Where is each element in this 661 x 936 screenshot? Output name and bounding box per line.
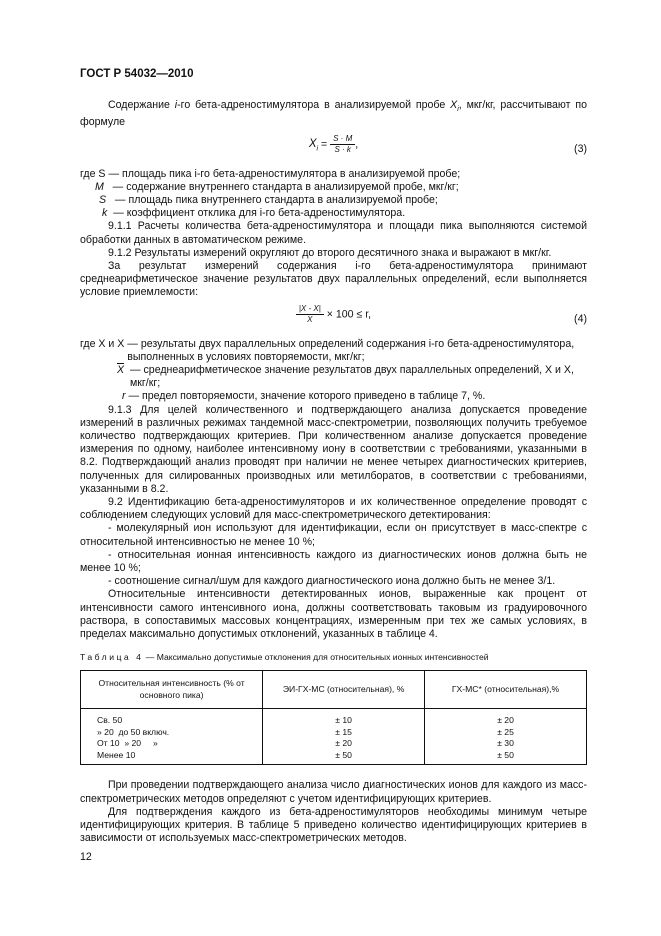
paragraph-after-table-2: Для подтверждения каждого из бета-адреностимуляторов необходимы минимум четыре идентифицирующих критерия. В таблице 5 приведено количество идентифицирующих критериев в зависимости от используемых масс-спектрометрических методов. bbox=[80, 805, 587, 845]
table-row bbox=[81, 750, 587, 765]
table-cell: Менее 10 bbox=[81, 750, 263, 765]
formula-number: (3) bbox=[574, 142, 587, 155]
formula-tail: × 100 ≤ r, bbox=[326, 307, 372, 320]
column-header: Относительная интенсивность (% от основного пика) bbox=[81, 671, 263, 709]
paragraph-9-2-intensities: Относительные интенсивности детектированных ионов, выраженные как процент от интенсивности самого интенсивного иона, должны соответствовать таковым из градуировочного раствора, в сопоставимых массовых концентрациях, измеренным при тех же самых условиях, в пределах максимально допустимых отклонений, указанных в таблице 4. bbox=[80, 588, 587, 641]
def-text: — содержание внутреннего стандарта в анализируемой пробе, мкг/кг; bbox=[112, 180, 459, 193]
list-item: - молекулярный ион используют для идентификации, если он присутствует в масс-спектре с относительной интенсивностью не менее 10 %; bbox=[80, 522, 587, 548]
formula-number: (4) bbox=[574, 312, 587, 325]
table-cell: Св. 50 bbox=[81, 709, 263, 727]
table-cell: От 10 » 20 » bbox=[81, 738, 263, 750]
def-text: — площадь пика i-го бета-адреностимулятора в анализируемой пробе; bbox=[108, 167, 461, 180]
list-item: - соотношение сигнал/шум для каждого диагностического иона должно быть не менее 3/1. bbox=[108, 575, 556, 588]
table-caption bbox=[80, 651, 587, 664]
def-text: — коэффициент отклика для i-го бета-адреностимулятора. bbox=[113, 207, 406, 220]
column-header: ГХ-МС* (относительная),% bbox=[425, 671, 587, 709]
formula-3: $X_i$ = $\frac{S \cdot M}{S \cdot k}$ , (3) bbox=[308, 133, 587, 155]
list-item: - относительная ионная интенсивность каждого из диагностических ионов должна быть не менее 10 %; bbox=[80, 548, 587, 574]
table-row bbox=[81, 738, 587, 750]
def-symbol: $\overline{X}$ bbox=[117, 363, 125, 376]
paragraph-9-2: 9.2 Идентификацию бета-адреностимуляторов и их количественное определение проводят с соблюдением следующих условий для масс-спектрометрического детектирования: bbox=[80, 495, 587, 522]
text: X bbox=[450, 99, 458, 111]
table-label: Таблица 4 bbox=[80, 652, 144, 663]
table-cell: » 20 до 50 включ. bbox=[81, 727, 263, 739]
table-title: — Максимально допустимые отклонения для относительных ионных интенсивностей bbox=[143, 652, 489, 663]
formula-lhs: X bbox=[308, 137, 317, 150]
formula-denominator: S · k bbox=[334, 144, 351, 154]
table-cell: ± 50 bbox=[425, 750, 587, 765]
def-symbol: M bbox=[95, 180, 104, 193]
definitions-2 bbox=[80, 338, 587, 404]
formula-4 bbox=[80, 304, 587, 338]
def-symbol: где S bbox=[80, 167, 106, 180]
paragraph-9-1-2-result: За результат измерений содержания i-го бета-адреностимулятора принимают среднеарифметическое значение результатов двух параллельных определений, если выполняется условие приемлемости: bbox=[80, 259, 587, 299]
def-symbol: r bbox=[122, 390, 126, 403]
definitions-1 bbox=[80, 168, 587, 221]
paragraph-9-1-1: 9.1.1 Расчеты количества бета-адреностимулятора и площади пика выполняются системой обработки данных в автоматическом режиме. bbox=[80, 220, 587, 246]
column-header: ЭИ-ГХ-МС (относительная), % bbox=[263, 671, 425, 709]
table-cell: ± 10 bbox=[263, 709, 425, 727]
table-row bbox=[81, 727, 587, 739]
table-cell: ± 20 bbox=[263, 738, 425, 750]
document-header: ГОСТ Р 54032—2010 bbox=[80, 68, 194, 80]
page-number: 12 bbox=[80, 851, 92, 863]
formula-numerator: |X - X| bbox=[296, 304, 324, 315]
paragraph-after-table-1: При проведении подтверждающего анализа число диагностических ионов для каждого из масс-спектрометрических методов определяют с учетом идентифицирующих критериев. bbox=[80, 779, 587, 805]
text: , мкг/кг, рассчитывают по формуле bbox=[80, 99, 587, 129]
paragraph-9-1-2: 9.1.2 Результаты измерений округляют до второго десятичного знака и выражают в мкг/кг. bbox=[108, 246, 552, 259]
def-symbol: k bbox=[102, 207, 108, 220]
formula-numerator: S · M bbox=[330, 134, 355, 145]
paragraph-9-1-3: 9.1.3 Для целей количественного и подтверждающего анализа допускается проведение измерений в различных режимах тандемной масс-спектрометрии, позволяющих получить требуемое количество подтверждающих критериев. При количественном анализе допускается проведение измерения по одному, наиболее интенсивному иону в соответствии с требованиями, указанными в 8.2. Подтверждающий анализ проводят при наличии не менее четырех диагностических критериев, полученных для силированных производных или метилборатов, в соответствии с требованиями, указанными в 8.2. bbox=[80, 403, 587, 495]
text: Содержание bbox=[108, 99, 175, 111]
formula-denominator: X bbox=[307, 314, 313, 324]
def-text: — среднеарифметическое значение результатов двух параллельных определений, X и X, мкг/кг; bbox=[129, 363, 574, 390]
def-symbol: где X и X bbox=[80, 337, 125, 350]
table-4 bbox=[80, 670, 587, 765]
table-row bbox=[81, 709, 587, 727]
def-text: — результаты двух параллельных определений содержания i-го бета-адреностимулятора, выполненных в условиях повторяемости, мкг/кг; bbox=[127, 337, 575, 363]
text: i bbox=[174, 99, 178, 111]
paragraph-intro: Содержание i-го бета-адреностимулятора в анализируемой пробе $X_i$, мкг/кг, рассчитывают по формуле bbox=[80, 99, 587, 129]
table-cell: ± 50 bbox=[263, 750, 425, 765]
def-text: — предел повторяемости, значение которого приведено в таблице 7, %. bbox=[128, 390, 486, 403]
def-symbol: S bbox=[99, 193, 107, 206]
table-cell: ± 25 bbox=[425, 727, 587, 739]
text: -го бета-адреностимулятора в анализируемой пробе bbox=[177, 99, 451, 111]
table-cell: ± 30 bbox=[425, 738, 587, 750]
def-text: — площадь пика внутреннего стандарта в анализируемой пробе; bbox=[114, 193, 438, 206]
table-cell: ± 20 bbox=[425, 709, 587, 727]
table-header-row bbox=[81, 671, 587, 709]
table-cell: ± 15 bbox=[263, 727, 425, 739]
document-body bbox=[80, 99, 587, 845]
